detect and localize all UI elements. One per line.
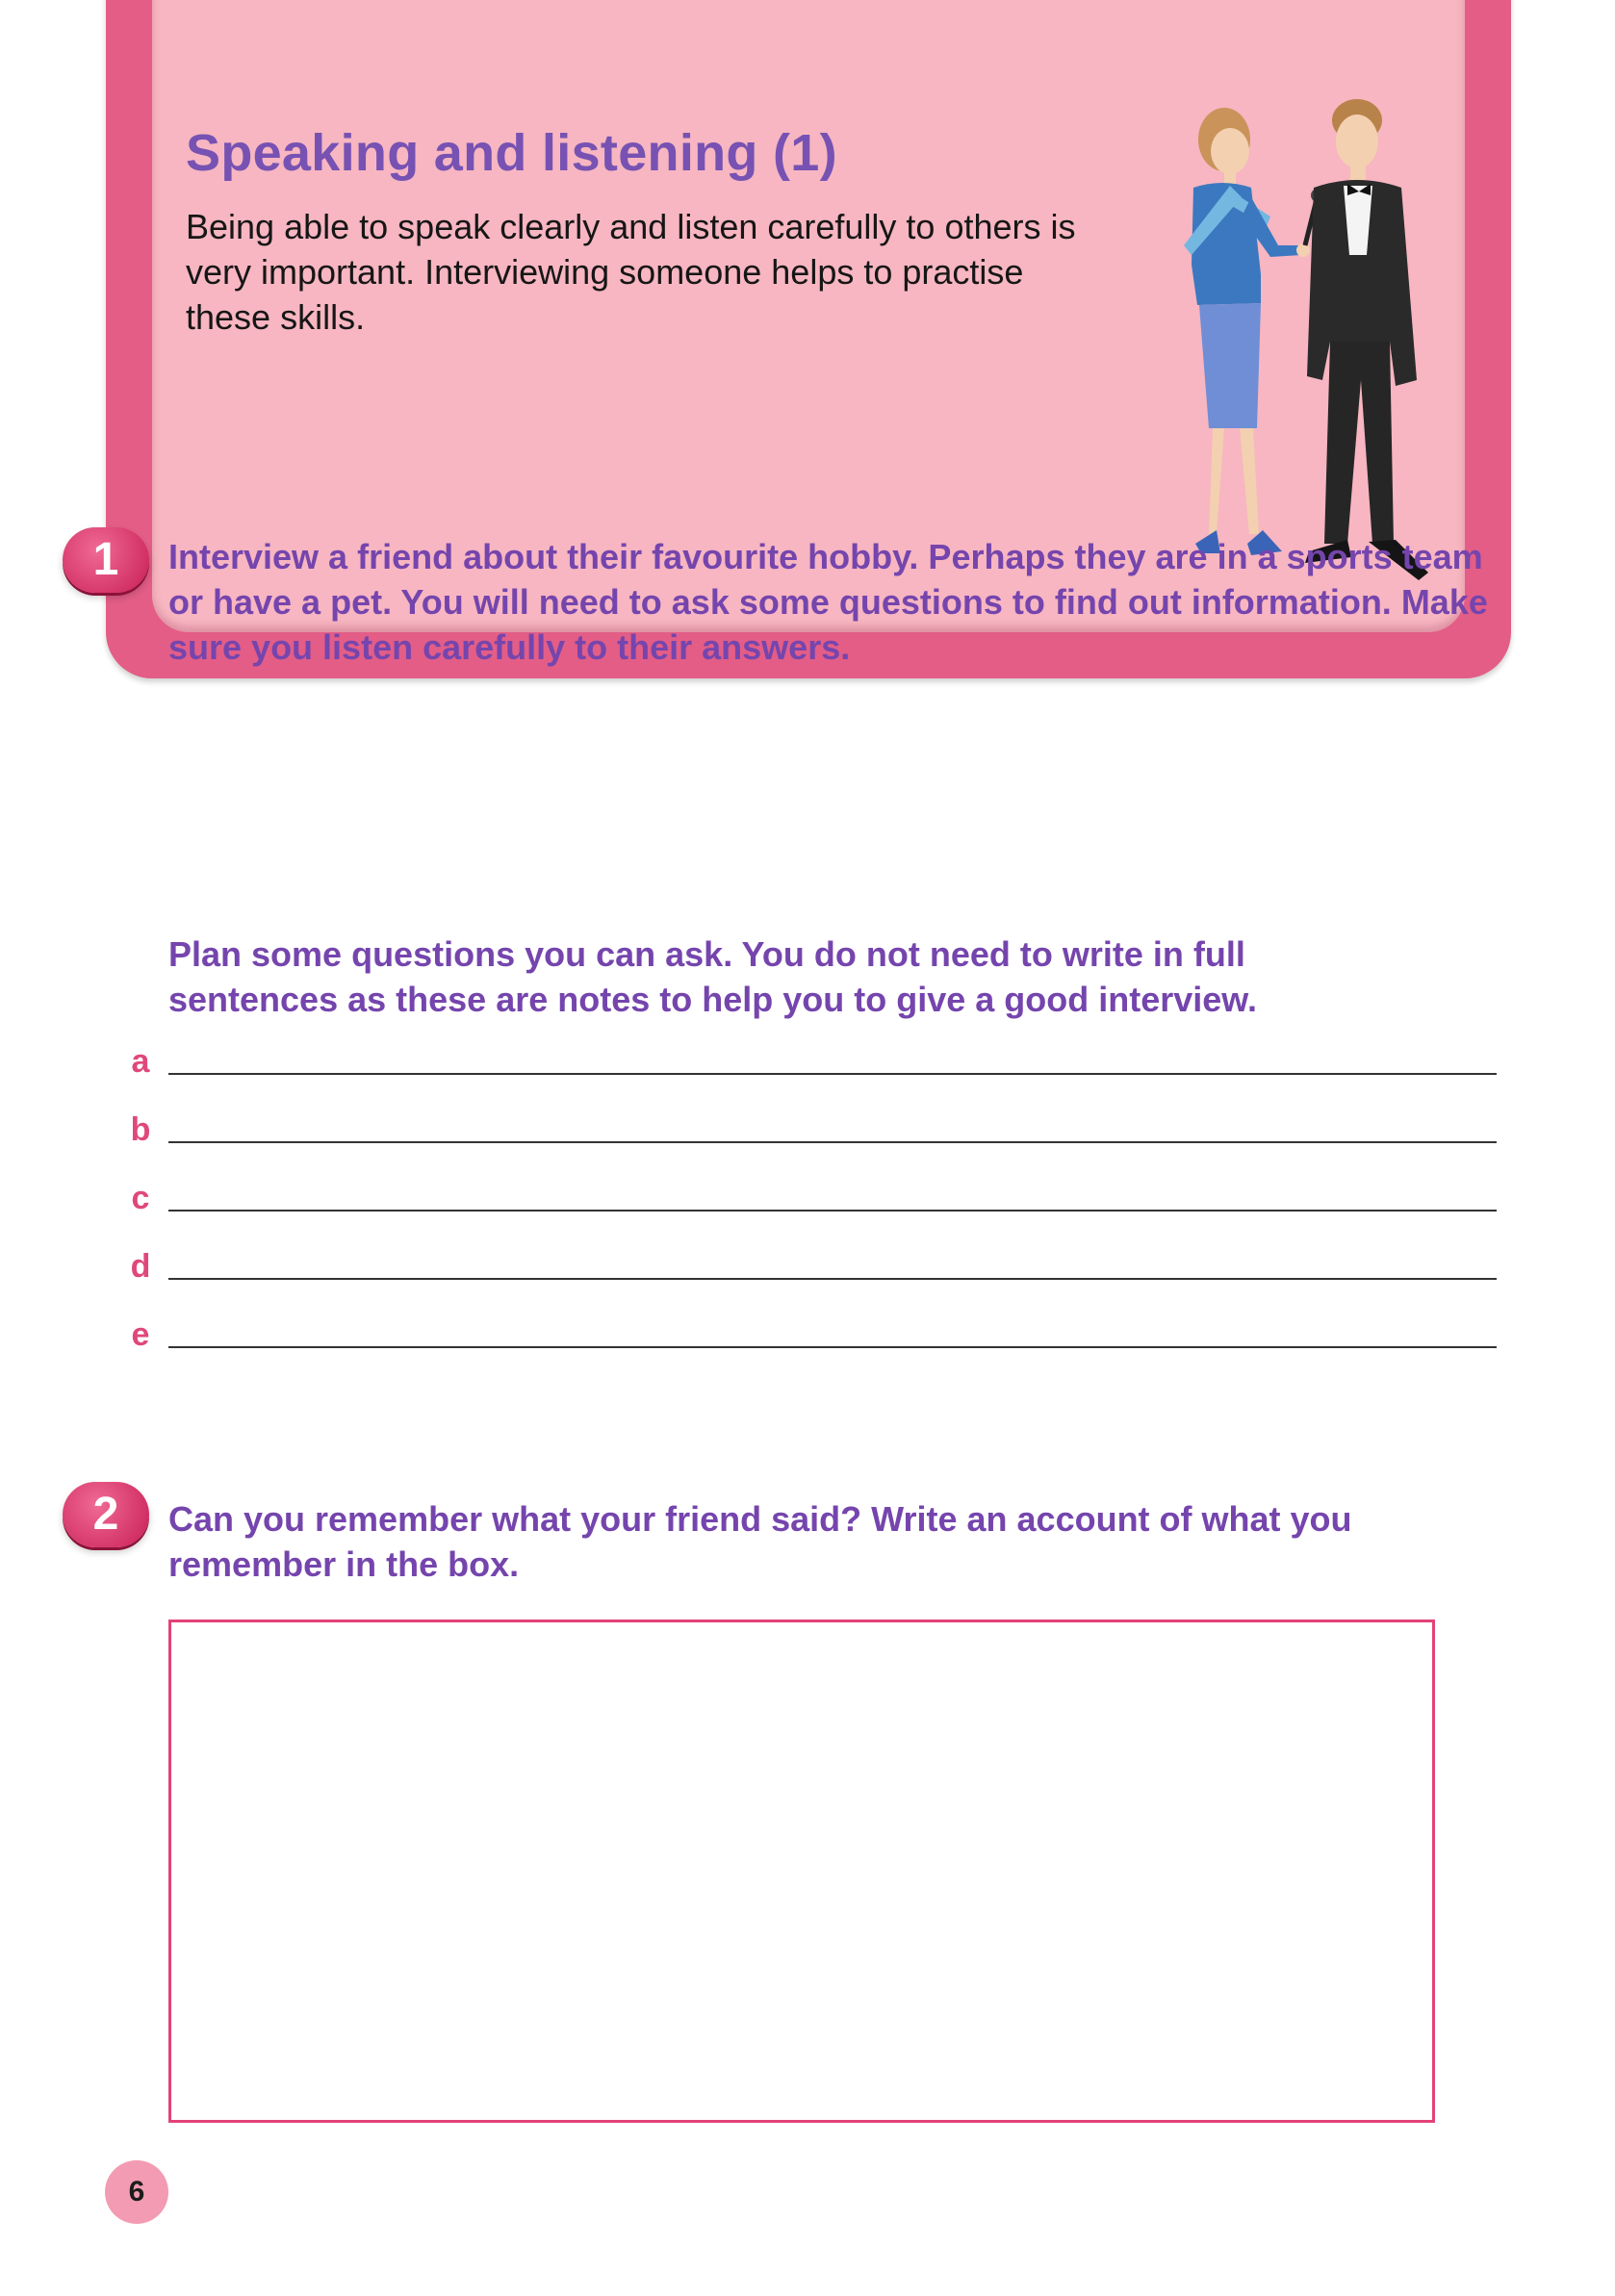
- writing-line: [168, 1210, 1497, 1212]
- answer-line-c[interactable]: [125, 1171, 1497, 1219]
- answer-line-label: e: [131, 1316, 150, 1353]
- interviewer-figure: [1184, 108, 1324, 555]
- intro-text: Being able to speak clearly and listen carefully to others is very important. Interviewing someone helps to practise these skills.: [186, 207, 1076, 337]
- answer-line-label: b: [130, 1111, 151, 1148]
- question-2-instructions: Can you remember what your friend said? Write an account of what you remember in the box.: [168, 1499, 1352, 1584]
- interview-illustration: [1116, 91, 1444, 611]
- question-2-badge: 2: [63, 1482, 149, 1547]
- answer-line-label: d: [130, 1248, 151, 1285]
- answer-line-b[interactable]: [125, 1103, 1497, 1151]
- answer-line-label: c: [131, 1180, 150, 1216]
- question-1-plan-text: Plan some questions you can ask. You do not need to write in full sentences as these are notes to help you to give a good interview.: [168, 934, 1257, 1019]
- question-1-instructions: Interview a friend about their favourite hobby. Perhaps they are in a sports team or have a pet. You will need to ask some questions to find out information. Make sure you listen carefully to their answers.: [168, 537, 1488, 667]
- writing-line: [168, 1346, 1497, 1348]
- interviewee-figure: [1305, 99, 1428, 580]
- answer-line-label: a: [131, 1043, 150, 1080]
- answer-line-d[interactable]: [125, 1239, 1497, 1288]
- page-number: 6: [105, 2160, 168, 2224]
- answer-line-a[interactable]: [125, 1034, 1497, 1083]
- writing-line: [168, 1278, 1497, 1280]
- answer-box[interactable]: [168, 1620, 1435, 2123]
- page-title: Speaking and listening (1): [186, 124, 837, 182]
- writing-line: [168, 1073, 1497, 1075]
- writing-line: [168, 1141, 1497, 1143]
- question-1-badge: 1: [63, 527, 149, 593]
- answer-line-e[interactable]: [125, 1308, 1497, 1356]
